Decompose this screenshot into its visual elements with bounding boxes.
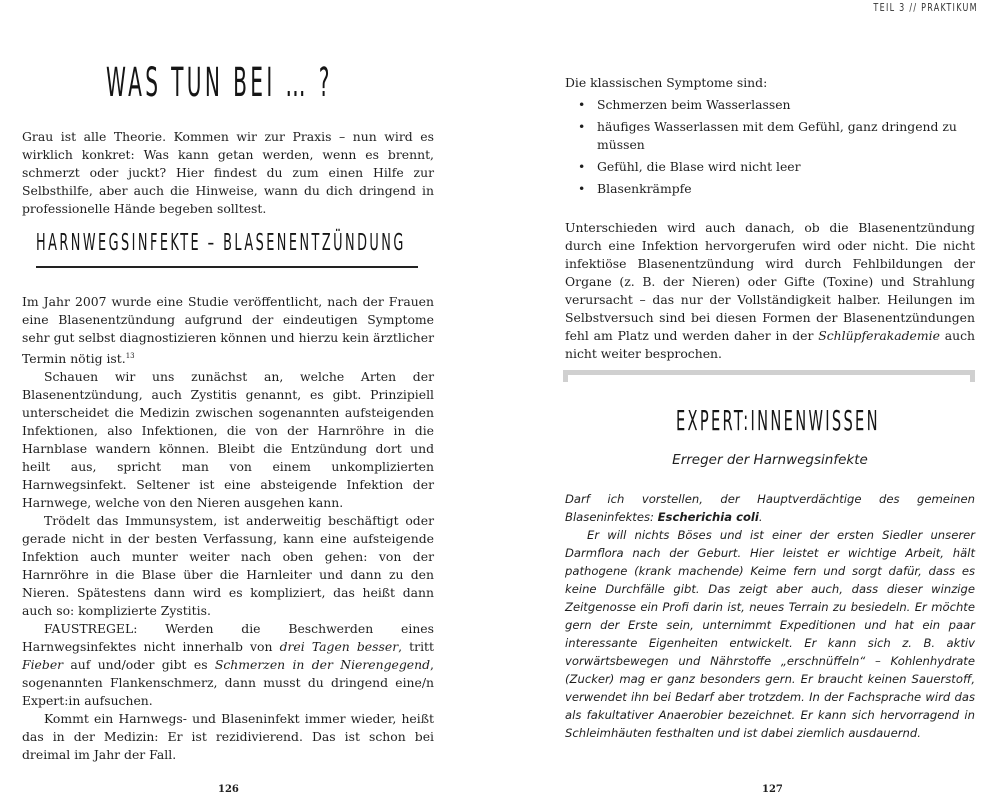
expert-box-frame bbox=[563, 370, 975, 382]
footnote-ref: 13 bbox=[125, 352, 135, 360]
rule-of-thumb-paragraph: FAUSTREGEL: Werden die Beschwerden eines Harnwegsinfektes nicht innerhalb von drei Tagen besser, tritt Fieber auf und/oder gibt es Schmerzen in der Nierengegend, sogenannten Flankenschmerz, dann musst du dringend eine/n Expert:in aufsuchen. bbox=[22, 621, 435, 709]
section-heading-rule bbox=[36, 266, 418, 268]
right-body-paragraph: Unterschieden wird auch danach, ob die Blasenentzündung durch eine Infektion hervorgerufen wird oder nicht. Die nicht infektiöse Blasenentzündung wird durch Fehlbildungen der Organe (z. B. der Nieren) oder Gifte (Toxine) und Strahlung verursacht – das nur der Vollständigkeit halber. Heilungen im Selbstversuch sind bei diesen Formen der Blasenentzündungen fehl am Platz und werden daher in der Schlüpferakademie auch nicht weiter besprochen. bbox=[565, 220, 975, 361]
page-number-left: 126 bbox=[218, 784, 239, 795]
body-paragraph-3: Trödelt das Immunsystem, ist anderweitig beschäftigt oder gerade nicht in der besten Verfassung, kann eine aufsteigende Infektion auch munter weiter nach oben gehen: von der Harnröhre in die Blase über die Harnleiter und dann zu den Nieren. Spätestens dann wird es kompliziert, das heißt dann auch so: komplizierte Zystitis. bbox=[22, 513, 434, 619]
list-item: • Schmerzen beim Wasserlassen bbox=[597, 96, 975, 114]
section-heading: HARNWEGSINFEKTE – BLASENENTZÜNDUNG bbox=[36, 230, 406, 256]
body-paragraph-5: Kommt ein Harnwegs- und Blaseninfekt immer wieder, heißt das in der Medizin: Er ist rezidivierend. Das ist schon bei dreimal im Jahr der Fall. bbox=[22, 711, 434, 763]
left-body-text bbox=[22, 293, 434, 764]
expert-paragraph-1: Darf ich vorstellen, der Hauptverdächtige des gemeinen Blaseninfektes: Escherichia coli. bbox=[565, 492, 975, 524]
expert-paragraph-2: Er will nichts Böses und ist einer der ersten Siedler unserer Darmflora nach der Geburt. Hier leistet er wichtige Arbeit, hält pathogene (krank machende) Keime fern und sorgt dafür, dass es keine Durchfälle gibt. Das zeigt aber auch, dass dieser winzige Zeitgenosse ein Profi darin ist, neues Terrain zu besiedeln. Er möchte gern der Erste sein, unternimmt Expeditionen und hat ein paar interessante Eigenheiten entwickelt. Er kann sich z. B. aktiv vorwärtsbewegen und Nährstoffe „erschnüffeln“ – Kohlenhydrate (Zucker) mag er ganz besonders gern. Er braucht keinen Sauerstoff, verwendet ihn bei Bedarf aber trotzdem. In der Fachsprache wird das als fakultativer Anaerobier bezeichnet. Er kann sich hervorragend in Schleimhäuten festhalten und ist dabei ziemlich ausdauernd. bbox=[565, 528, 975, 740]
expert-box-title: EXPERT:INNENWISSEN bbox=[676, 404, 880, 437]
chapter-title: WAS TUN BEI … ? bbox=[106, 60, 333, 106]
page-number-right: 127 bbox=[762, 784, 783, 795]
symptoms-block bbox=[565, 74, 975, 198]
intro-paragraph: Grau ist alle Theorie. Kommen wir zur Praxis – nun wird es wirklich konkret: Was kann getan werden, wenn es brennt, schmerzt oder juckt? Hier findest du zum einen Hilfe zur Selbsthilfe, aber auch die Hinweise, wann du dich dringend in professionelle Hände begeben solltest. bbox=[22, 129, 434, 216]
list-item: • Gefühl, die Blase wird nicht leer bbox=[597, 158, 975, 176]
list-item: • häufiges Wasserlassen mit dem Gefühl, ganz dringend zu müssen bbox=[597, 118, 975, 154]
expert-box-body bbox=[565, 490, 975, 742]
expert-box-subtitle: Erreger der Harnwegsinfekte bbox=[672, 452, 868, 468]
list-item: • Blasenkrämpfe bbox=[597, 180, 975, 198]
body-paragraph-2: Schauen wir uns zunächst an, welche Arten der Blasenentzündung, auch Zystitis genannt, es gibt. Prinzipiell unterscheidet die Medizin zwischen sogenannten aufsteigenden Infektionen, also Infektionen, die von der Harnröhre in die Harnblase wandern können. Bleibt die Entzündung dort und heilt aus, spricht man von einem unkomplizierten Harnwegsinfekt. Seltener ist eine absteigende Infektion der Harnwege, welche von den Nieren ausgehen kann. bbox=[22, 369, 434, 511]
symptoms-intro: Die klassischen Symptome sind: bbox=[565, 75, 768, 90]
body-paragraph-1: Im Jahr 2007 wurde eine Studie veröffentlicht, nach der Frauen eine Blasenentzündung aufgrund der eindeutigen Symptome sehr gut selbst diagnostizieren können und hierzu kein ärztlicher Termin nötig ist.$^{13}$ bbox=[22, 294, 434, 367]
symptoms-list bbox=[565, 96, 975, 198]
running-head: TEIL 3 // PRAKTIKUM bbox=[873, 2, 978, 14]
